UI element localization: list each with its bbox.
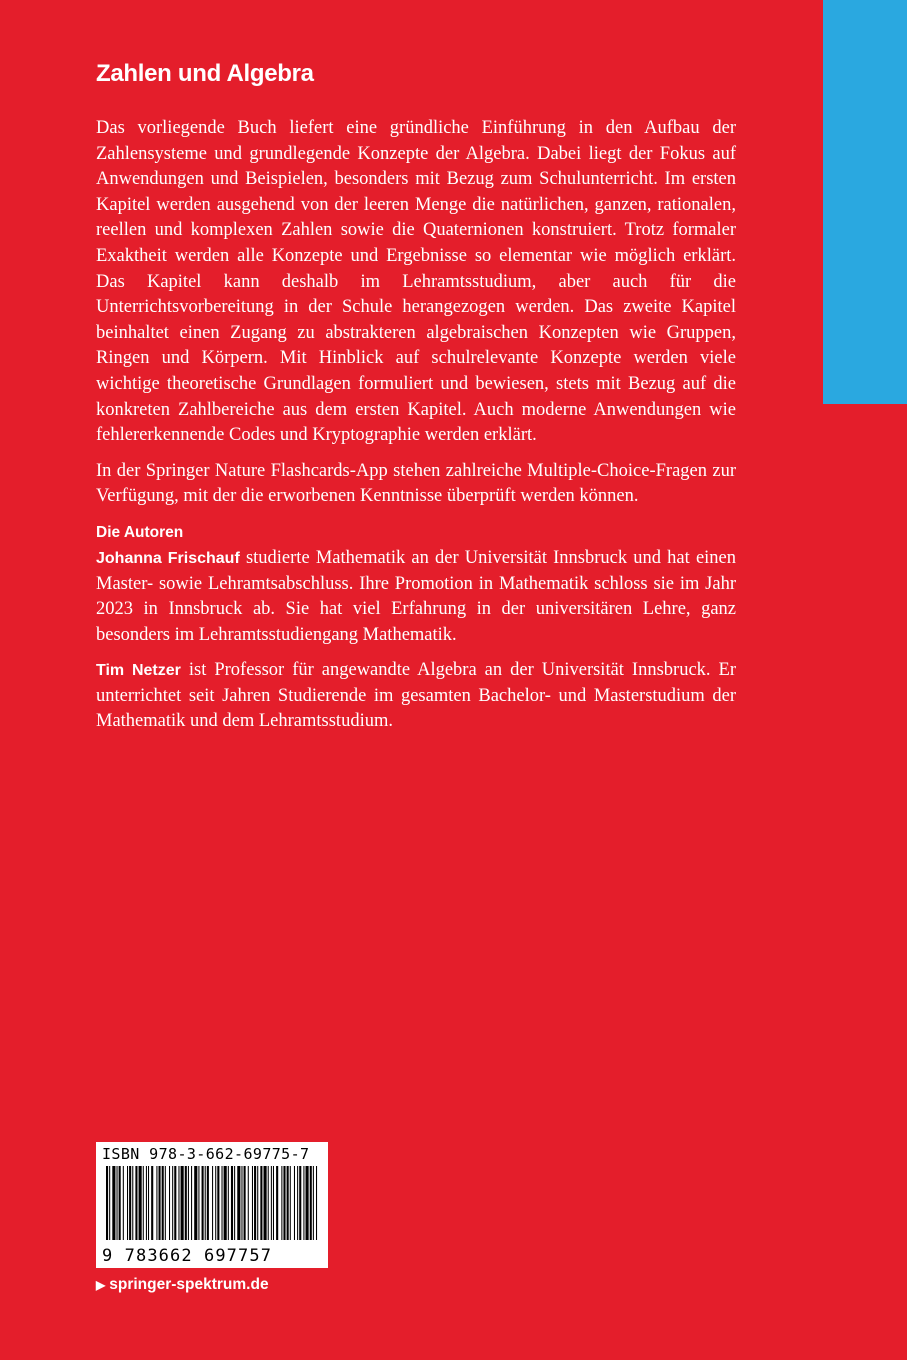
author-bio-2 — [96, 658, 736, 735]
barcode-bar — [198, 1166, 199, 1240]
book-title: Zahlen und Algebra — [96, 60, 314, 87]
barcode-bar — [313, 1166, 314, 1240]
barcode-bar — [172, 1166, 173, 1240]
barcode-bar — [139, 1166, 142, 1240]
barcode-bar — [260, 1166, 262, 1240]
barcode-bar — [244, 1166, 246, 1240]
barcode-bar — [264, 1166, 267, 1240]
barcode-bar — [252, 1166, 253, 1240]
author-name-2: Tim Netzer — [96, 662, 181, 680]
barcode-bar — [119, 1166, 121, 1240]
barcode-bar — [146, 1166, 147, 1240]
barcode-bar — [129, 1166, 131, 1240]
barcode-bar — [294, 1166, 295, 1240]
isbn-digits: 9 783662 697757 — [102, 1246, 273, 1266]
barcode-bar — [132, 1166, 133, 1240]
barcode-bar — [205, 1166, 206, 1240]
barcode-bar — [148, 1166, 149, 1240]
barcode-bar — [276, 1166, 278, 1240]
description-paragraph-2: In der Springer Nature Flashcards-App stehen zahlreiche Multiple-Choice-Fragen zur Verfügung, mit der die erworbenen Kenntnisse überprüft werden können. — [96, 460, 736, 507]
barcode-bar — [169, 1166, 170, 1240]
barcode-bar — [212, 1166, 213, 1240]
barcode-bar — [306, 1166, 309, 1240]
barcode-bar — [303, 1166, 304, 1240]
barcode-bar — [143, 1166, 144, 1240]
barcode-bar — [207, 1166, 209, 1240]
arrow-right-icon: ▶ — [96, 1278, 106, 1292]
barcode-bar — [273, 1166, 274, 1240]
barcode-bar — [127, 1166, 128, 1240]
barcode-bar — [316, 1166, 317, 1240]
author-bio-text-2: ist Professor für angewandte Algebra an der Universität Innsbruck. Er unterrichtet seit Jahren Studierende im gesamten Bachelor- und Masterstudium der Mathematik und dem Lehramtsstudium. — [96, 660, 736, 732]
barcode-bar — [181, 1166, 184, 1240]
isbn-label: ISBN 978-3-662-69775-7 — [102, 1145, 310, 1163]
author-bio-text-1: studierte Mathematik an der Universität Innsbruck und hat einen Master- sowie Lehramtsabschluss. Ihre Promotion in Mathematik schloss sie im Jahr 2023 in Innsbruck ab. Sie hat viel Erfahrung in der universitären Lehre, ganz besonders im Lehramtsstudiengang Mathematik. — [96, 547, 737, 645]
author-bio-1 — [96, 546, 736, 648]
barcode-bar — [237, 1166, 240, 1240]
isbn-barcode — [96, 1142, 328, 1268]
barcode-bar — [117, 1166, 118, 1240]
barcode-bar — [123, 1166, 124, 1240]
barcode-bar — [271, 1166, 272, 1240]
barcode-bar — [254, 1166, 256, 1240]
website-text: springer-spektrum.de — [109, 1276, 269, 1293]
barcode-bar — [228, 1166, 229, 1240]
barcode-bar — [287, 1166, 289, 1240]
barcode-bar — [174, 1166, 176, 1240]
barcode-bar — [109, 1166, 110, 1240]
barcode-bar — [224, 1166, 227, 1240]
barcode-bar — [156, 1166, 157, 1240]
barcode-bar — [234, 1166, 235, 1240]
barcode-bar — [188, 1166, 189, 1240]
back-cover-content — [96, 60, 736, 745]
barcode-bar — [159, 1166, 161, 1240]
barcode-bar — [112, 1166, 115, 1240]
barcode-bar — [268, 1166, 269, 1240]
barcode-bar — [202, 1166, 204, 1240]
author-name-1: Johanna Frischauf — [96, 549, 240, 567]
barcode-bar — [162, 1166, 164, 1240]
barcode-bar — [217, 1166, 219, 1240]
barcode-bar — [185, 1166, 187, 1240]
barcode-bar — [281, 1166, 282, 1240]
barcode-bar — [222, 1166, 223, 1240]
barcode-bar — [248, 1166, 249, 1240]
barcode-bar — [106, 1166, 108, 1240]
barcode-bar — [178, 1166, 179, 1240]
blue-accent-band — [823, 0, 907, 404]
barcode-bar — [299, 1166, 301, 1240]
barcode-bar — [165, 1166, 166, 1240]
barcode-bar — [283, 1166, 285, 1240]
barcode-bar — [231, 1166, 233, 1240]
barcode-bar — [297, 1166, 298, 1240]
barcode-bar — [215, 1166, 216, 1240]
barcode-bar — [257, 1166, 258, 1240]
barcode-bar — [310, 1166, 312, 1240]
website-link[interactable] — [96, 1276, 269, 1294]
description-paragraph-1: Das vorliegende Buch liefert eine gründliche Einführung in den Aufbau der Zahlensysteme und grundlegende Konzepte der Algebra. Dabei liegt der Fokus auf Anwendungen und Beispielen, besonders mit Bezug zum Schulunterricht. Im ersten Kapitel werden ausgehend von der leeren Menge die natürlichen, ganzen, rationalen, reellen und komplexen Zahlen sowie die Quaternionen konstruiert. Trotz formaler Exaktheit werden alle Konzepte und Ergebnisse so elementar wie möglich erklärt. Das Kapitel kann deshalb im Lehramtsstudium, aber auch für die Unterrichtsvorbereitung in der Schule herangezogen werden. Das zweite Kapitel beinhaltet einen Zugang zu abstrakteren algebraischen Konzepten wie Gruppen, Ringen und Körpern. Mit Hinblick auf schulrelevante Konzepte werden viele wichtige theoretische Grundlagen formuliert und bewiesen, stets mit Bezug auf die konkreten Zahlbereiche aus dem ersten Kapitel. Auch moderne Anwendungen wie fehlererkennende Codes und Kryptographie werden erklärt. — [96, 118, 736, 446]
barcode-bar — [191, 1166, 192, 1240]
barcode-bar — [194, 1166, 197, 1240]
barcode-bars — [106, 1166, 318, 1240]
authors-heading: Die Autoren — [96, 523, 184, 541]
barcode-bar — [135, 1166, 137, 1240]
barcode-bar — [241, 1166, 242, 1240]
barcode-bar — [151, 1166, 153, 1240]
barcode-bar — [290, 1166, 291, 1240]
